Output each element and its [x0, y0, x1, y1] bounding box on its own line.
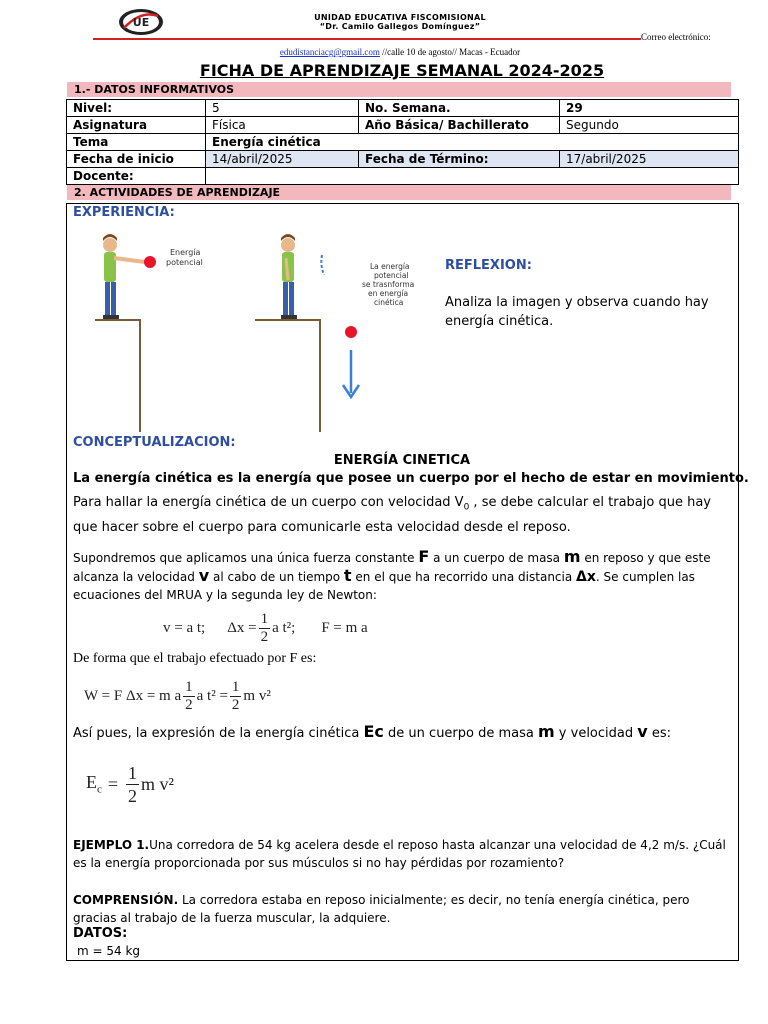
- ejemplo-1: EJEMPLO 1.Una corredora de 54 kg acelera desde el reposo hasta alcanzar una velocidad de 4,2 m/s. ¿Cuál es la energía proporcionada por sus músculos si no hay pérdidas por rozamiento?: [73, 838, 726, 870]
- equation-mrua: v = a t; Δx = $\frac{1}{2}$ a t²; F = m a: [163, 610, 368, 645]
- anio-label: Año Básica/ Bachillerato: [359, 117, 560, 134]
- concept-definition: La energía cinética es la energía que posee un cuerpo por el hecho de estar en movimiento.: [73, 471, 749, 486]
- correo-label: Correo electrónico:: [641, 32, 711, 42]
- contact-line: [0, 47, 768, 57]
- school-patron: “Dr. Camilo Gallegos Domínguez”: [319, 22, 481, 31]
- comprension: COMPRENSIÓN. La corredora estaba en reposo inicialmente; es decir, no tenía energía cinética, pero gracias al trabajo de la fuerza muscular, la adquiere.: [73, 893, 690, 925]
- address: //calle 10 de agosto// Macas - Ecuador: [379, 47, 521, 57]
- paragraph-2: Supondremos que aplicamos una única fuerza constante F a un cuerpo de masa m en reposo y que este alcanza la velocidad v al cabo de un tiempo t en el que ha recorrido una distancia Δx. Se cumplen las ecuaciones del MRUA y la segunda ley de Newton:: [73, 547, 711, 602]
- paragraph-4: Así pues, la expresión de la energía cinética Ec de un cuerpo de masa m y velocidad v es:: [73, 722, 671, 741]
- girl-right-illustration: [281, 234, 297, 319]
- school-name: UNIDAD EDUCATIVA FISCOMISIONAL: [314, 13, 486, 22]
- docente-value: [206, 168, 739, 185]
- label-transformacion: La energía potencial se trasnforma en energía cinética: [362, 262, 415, 307]
- semana-label: No. Semana.: [359, 100, 560, 117]
- nivel-label: Nivel:: [67, 100, 206, 117]
- info-table: [66, 99, 739, 185]
- termino-label: Fecha de Término:: [359, 151, 560, 168]
- email-link[interactable]: edudistanciacg@gmail.com: [279, 47, 380, 57]
- reflexion-heading: REFLEXION:: [445, 258, 532, 273]
- svg-text:UE: UE: [132, 16, 150, 29]
- inicio-label: Fecha de inicio: [67, 151, 206, 168]
- reflexion-text: Analiza la imagen y observa cuando hay energía cinética.: [445, 295, 709, 329]
- paragraph-3: De forma que el trabajo efectuado por F es:: [73, 651, 317, 666]
- paragraph-1: Para hallar la energía cinética de un cuerpo con velocidad $V_0$ , se debe calcular el trabajo que hay que hacer sobre el cuerpo para comunicarle esta velocidad desde el reposo.: [73, 495, 711, 535]
- header-red-line: [93, 38, 641, 40]
- equation-trabajo: W = F Δx = m a $\frac{1}{2}$ a t² = $\frac{1}{2}$ m v²: [84, 678, 271, 713]
- tema-value: Energía cinética: [206, 134, 739, 151]
- label-energia-potencial: Energía potencial: [166, 248, 203, 267]
- equation-energia-cinetica: $E_c$ = $\frac{1}{2}$ m v²: [86, 762, 174, 806]
- experiencia-heading: EXPERIENCIA:: [73, 205, 175, 220]
- section-datos: 1.- DATOS INFORMATIVOS: [67, 82, 731, 97]
- inicio-value: 14/abril/2025: [206, 151, 359, 168]
- semana-value: 29: [560, 100, 739, 117]
- docente-label: Docente:: [67, 168, 206, 185]
- page-title: FICHA DE APRENDIZAJE SEMANAL 2024-2025: [199, 61, 605, 80]
- asignatura-label: Asignatura: [67, 117, 206, 134]
- tema-label: Tema: [67, 134, 206, 151]
- section-actividades: 2. ACTIVIDADES DE APRENDIZAJE: [67, 185, 731, 200]
- asignatura-value: Física: [206, 117, 359, 134]
- conceptualizacion-heading: CONCEPTUALIZACION:: [73, 435, 236, 450]
- ball-held: [144, 256, 156, 268]
- anio-value: Segundo: [560, 117, 739, 134]
- girl-left-illustration: [103, 234, 145, 319]
- termino-value: 17/abril/2025: [560, 151, 739, 168]
- dato-masa: m = 54 kg: [77, 944, 141, 958]
- energy-figure: [90, 225, 430, 435]
- nivel-value: 5: [206, 100, 359, 117]
- ball-falling: [345, 326, 357, 338]
- concept-subtitle: ENERGÍA CINETICA: [333, 453, 471, 468]
- datos-label: DATOS:: [73, 926, 128, 941]
